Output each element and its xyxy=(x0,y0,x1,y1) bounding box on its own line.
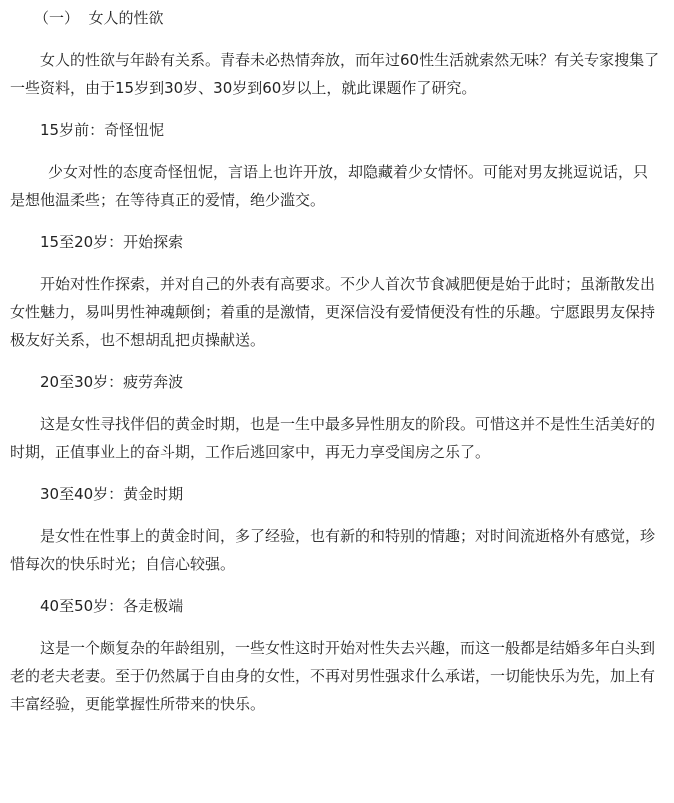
section-body-4: 是女性在性事上的黄金时间，多了经验，也有新的和特别的情趣；对时间流逝格外有感觉，珍惜每次的快乐时光；自信心较强。 xyxy=(10,527,656,573)
intro-paragraph: 女人的性欲与年龄有关系。青春未必热情奔放，而年过60性生活就索然无味？有关专家搜集了一些资料，由于15岁到30岁、30岁到60岁以上，就此课题作了研究。 xyxy=(10,51,660,97)
section-heading-1: 15岁前：奇怪忸怩 xyxy=(40,121,165,139)
section-body-2: 开始对性作探索，并对自己的外表有高要求。不少人首次节食减肥便是始于此时；虽渐散发出女性魅力，易叫男性神魂颠倒；着重的是激情，更深信没有爱情便没有性的乐趣。宁愿跟男友保持极友好关系，也不想胡乱把贞操献送。 xyxy=(10,275,656,349)
section-heading-4: 30至40岁：黄金时期 xyxy=(40,485,184,503)
section-heading-5: 40至50岁：各走极端 xyxy=(40,597,184,615)
article-title: （一） 女人的性欲 xyxy=(34,9,164,27)
section-body-5: 这是一个颇复杂的年龄组别，一些女性这时开始对性失去兴趣，而这一般都是结婚多年白头到老的老夫老妻。至于仍然属于自由身的女性，不再对男性强求什么承诺，一切能快乐为先，加上有丰富经验，更能掌握性所带来的快乐。 xyxy=(10,639,656,713)
section-heading-2: 15至20岁：开始探索 xyxy=(40,233,184,251)
section-body-1: 少女对性的态度奇怪忸怩，言语上也许开放，却隐藏着少女情怀。可能对男友挑逗说话，只是想他温柔些；在等待真正的爱情，绝少滥交。 xyxy=(10,163,649,209)
section-heading-3: 20至30岁：疲劳奔波 xyxy=(40,373,184,391)
section-body-3: 这是女性寻找伴侣的黄金时期，也是一生中最多异性朋友的阶段。可惜这并不是性生活美好的时期，正值事业上的奋斗期，工作后逃回家中，再无力享受闺房之乐了。 xyxy=(10,415,656,461)
